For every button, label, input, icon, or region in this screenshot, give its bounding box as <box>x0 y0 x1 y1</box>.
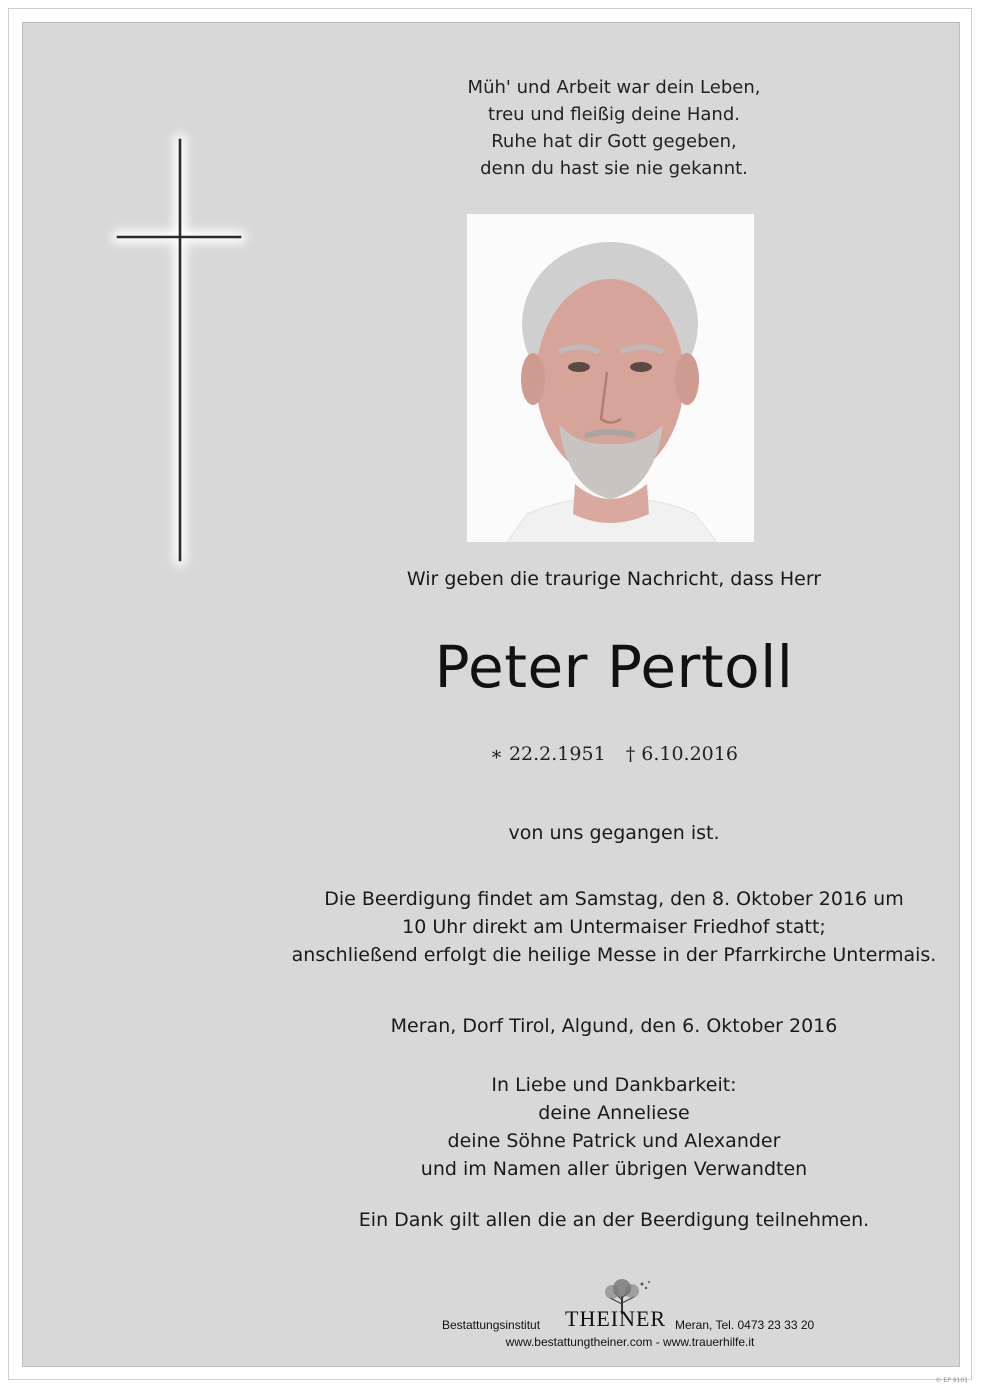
life-dates <box>490 743 752 765</box>
place-date: Meran, Dorf Tirol, Algund, den 6. Oktober 2016 <box>390 1015 838 1037</box>
family-line: In Liebe und Dankbarkeit: <box>491 1074 737 1096</box>
poem <box>230 74 982 182</box>
funeral-line: Die Beerdigung findet am Samstag, den 8. Oktober 2016 um <box>324 888 904 910</box>
family-line: und im Namen aller übrigen Verwandten <box>420 1158 808 1180</box>
poem-line: Ruhe hat dir Gott gegeben, <box>491 131 737 152</box>
passed-away-text: von uns gegangen ist. <box>508 822 720 844</box>
funeral-info <box>230 885 982 969</box>
death-date: † 6.10.2016 <box>625 743 738 765</box>
footer-prefix: Bestattungsinstitut <box>442 1318 541 1332</box>
footer-brand: THEINER <box>565 1306 667 1331</box>
intro-text: Wir geben die traurige Nachricht, dass Herr <box>406 568 822 590</box>
cross-icon <box>96 118 272 588</box>
print-code: © EP 9101 <box>935 1377 968 1384</box>
family-line: deine Söhne Patrick und Alexander <box>447 1130 781 1152</box>
thanks-text: Ein Dank gilt allen die an der Beerdigung teilnehmen. <box>358 1209 870 1231</box>
family-line: deine Anneliese <box>538 1102 690 1124</box>
poem-line: treu und fleißig deine Hand. <box>488 104 740 125</box>
portrait-photo <box>467 214 754 542</box>
birth-date: ∗ 22.2.1951 <box>490 743 606 765</box>
footer-websites: www.bestattungtheiner.com - www.trauerhilfe.it <box>505 1335 755 1349</box>
poem-line: Müh' und Arbeit war dein Leben, <box>467 77 761 98</box>
deceased-name: Peter Pertoll <box>434 633 794 701</box>
poem-line: denn du hast sie nie gekannt. <box>480 158 748 179</box>
funeral-line: 10 Uhr direkt am Untermaiser Friedhof statt; <box>402 916 826 938</box>
footer-contact: Meran, Tel. 0473 23 33 20 <box>675 1318 815 1332</box>
funeral-line: anschließend erfolgt die heilige Messe in der Pfarrkirche Untermais. <box>291 944 937 966</box>
family-signature <box>230 1071 982 1183</box>
